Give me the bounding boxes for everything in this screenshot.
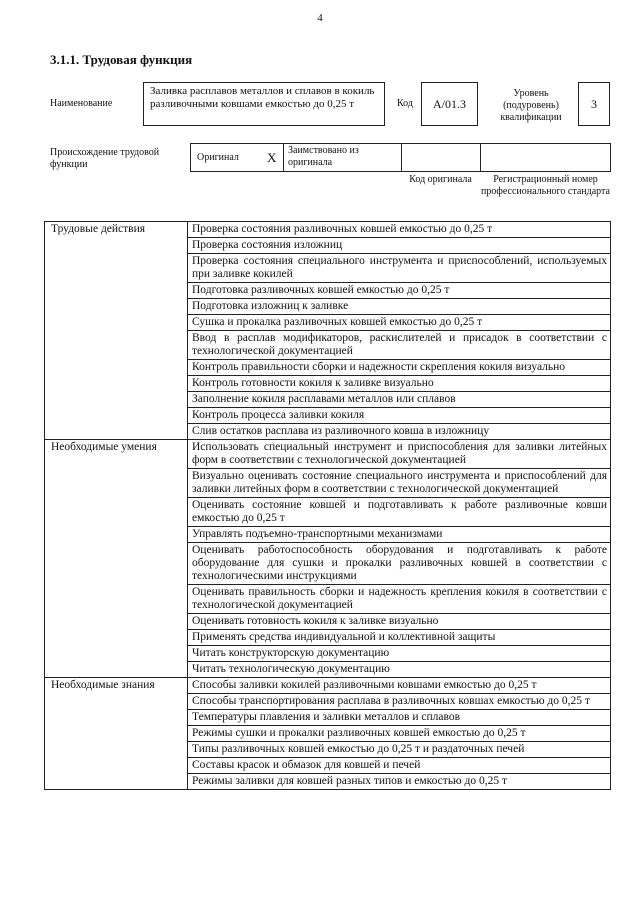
item-text: Проверка состояния специального инструмента и приспособлений, используемых при заливке кокилей (188, 254, 611, 283)
item-text: Сушка и прокалка разливочных ковшей емкостью до 0,25 т (188, 315, 611, 331)
reg-caption: Регистрационный номер профессионального стандарта (481, 174, 610, 197)
section-title: 3.1.1. Трудовая функция (50, 52, 193, 67)
origin-code-cell (402, 144, 481, 171)
item-text: Проверка состояния разливочных ковшей емкостью до 0,25 т (188, 222, 611, 238)
item-text: Проверка состояния изложниц (188, 238, 611, 254)
original-label: Оригинал (197, 152, 239, 163)
table-row (45, 678, 611, 694)
origin-table (190, 143, 611, 172)
item-text: Режимы сушки и прокалки разливочных ковшей емкостью до 0,25 т (188, 726, 611, 742)
item-text: Контроль готовности кокиля к заливке визуально (188, 376, 611, 392)
category-label: Необходимые знания (45, 678, 188, 790)
item-text: Визуально оценивать состояние специального инструмента и приспособлений для заливки литейных форм в соответствии с технологической документацией (188, 469, 611, 498)
item-text: Читать технологическую документацию (188, 662, 611, 678)
category-label: Трудовые действия (45, 222, 188, 440)
code-caption: Код оригинала (409, 174, 472, 185)
original-mark: X (267, 150, 277, 165)
item-text: Оценивать правильность сборки и надежность крепления кокиля в соответствии с технологической документацией (188, 585, 611, 614)
origin-borrowed-cell (284, 144, 402, 171)
function-details-table (44, 221, 611, 790)
category-label: Необходимые умения (45, 440, 188, 678)
item-text: Режимы заливки для ковшей разных типов и емкостью до 0,25 т (188, 774, 611, 790)
item-text: Применять средства индивидуальной и коллективной защиты (188, 630, 611, 646)
item-text: Читать конструкторскую документацию (188, 646, 611, 662)
item-text: Способы заливки кокилей разливочными ковшами емкостью до 0,25 т (188, 678, 611, 694)
item-text: Ввод в расплав модификаторов, раскислителей и присадок в соответствии с технологической документацией (188, 331, 611, 360)
name-label: Наименование (50, 98, 113, 109)
level-label: Уровень (подуровень) квалификации (500, 88, 562, 123)
item-text: Заполнение кокиля расплавами металлов или сплавов (188, 392, 611, 408)
origin-reg-cell (481, 144, 610, 171)
item-text: Оценивать состояние ковшей и подготавливать к работе разливочные ковши емкостью до 0,25 т (188, 498, 611, 527)
item-text: Управлять подъемно-транспортными механизмами (188, 527, 611, 543)
borrowed-label: Заимствовано из оригинала (288, 145, 359, 168)
item-text: Способы транспортирования расплава в разливочных ковшах емкостью до 0,25 т (188, 694, 611, 710)
item-text: Контроль правильности сборки и надежности скрепления кокиля визуально (188, 360, 611, 376)
item-text: Оценивать работоспособность оборудования и подготавливать к работе оборудование для сушки и прокалки разливочных ковшей в соответствии с технологическими инструкциями (188, 543, 611, 585)
item-text: Подготовка изложниц к заливке (188, 299, 611, 315)
level-value: 3 (578, 82, 610, 126)
table-row (45, 222, 611, 238)
name-value: Заливка расплавов металлов и сплавов в кокиль разливочными ковшами емкостью до 0,25 т (143, 82, 385, 126)
page-number: 4 (317, 12, 323, 24)
code-value: A/01.3 (421, 82, 478, 126)
code-label: Код (397, 98, 413, 109)
table-row (45, 440, 611, 469)
item-text: Использовать специальный инструмент и приспособления для заливки литейных форм в соответствии с технологической документацией (188, 440, 611, 469)
item-text: Подготовка разливочных ковшей емкостью до 0,25 т (188, 283, 611, 299)
item-text: Оценивать готовность кокиля к заливке визуально (188, 614, 611, 630)
item-text: Контроль процесса заливки кокиля (188, 408, 611, 424)
item-text: Составы красок и обмазок для ковшей и печей (188, 758, 611, 774)
item-text: Температуры плавления и заливки металлов и сплавов (188, 710, 611, 726)
origin-label: Происхождение трудовой функции (50, 147, 160, 170)
item-text: Слив остатков расплава из разливочного ковша в изложницу (188, 424, 611, 440)
item-text: Типы разливочных ковшей емкостью до 0,25 т и раздаточных печей (188, 742, 611, 758)
origin-original-cell (191, 144, 284, 171)
